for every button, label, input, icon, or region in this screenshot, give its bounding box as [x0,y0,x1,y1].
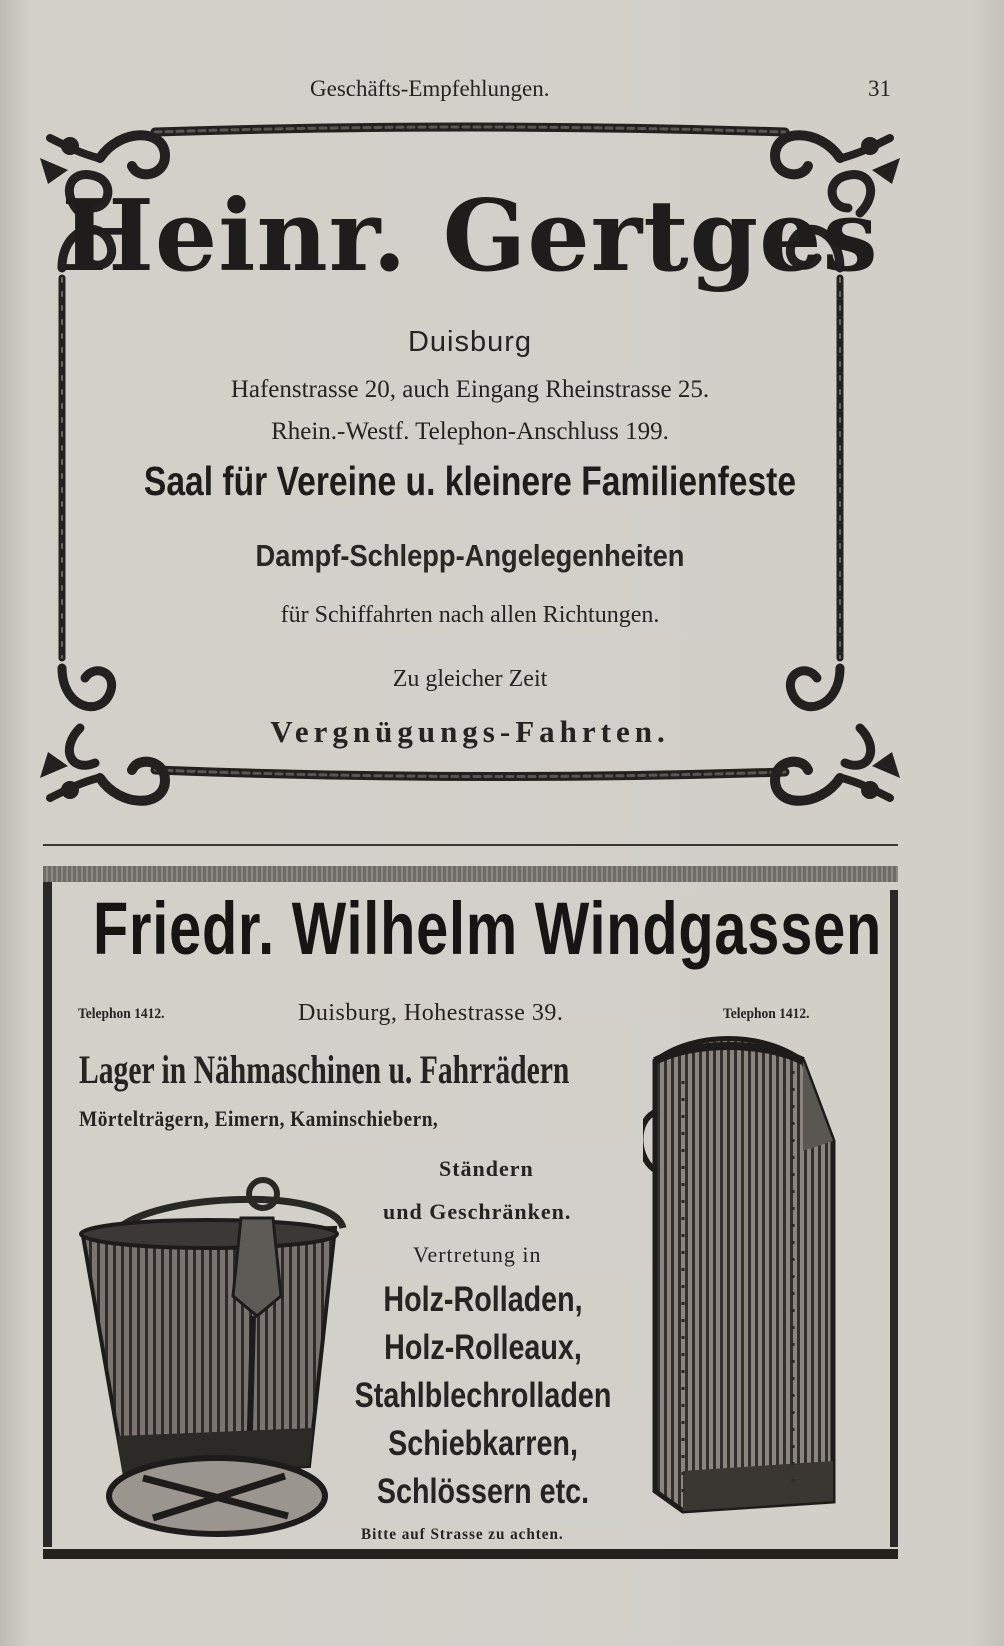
page-number: 31 [868,76,891,101]
agency-item: Holz-Rolleaux, [384,1328,582,1367]
windgassen-advertisement [43,866,898,1575]
service-detail: für Schiffahrten nach allen Richtungen. [280,602,660,628]
right-border [890,890,898,1547]
address: Duisburg, Hohestrasse 39. [298,1000,564,1026]
footer-note: Bitte auf Strasse zu achten. [361,1526,564,1543]
note-same-time: Zu gleicher Zeit [392,666,548,692]
gertges-advertisement [40,118,900,838]
divider-rule [43,844,898,846]
headline-stock: Lager in Nähmaschinen u. Fahrrädern [79,1047,570,1092]
agency-item: Holz-Rolladen, [383,1280,583,1319]
agency-item: Stahlblechrolladen [354,1376,612,1415]
company-name-gertges: Heinr. Gertges [61,179,879,294]
address: Hafenstrasse 20, auch Eingang Rheinstrasse 25. [230,376,710,403]
products-stands: Ständern [439,1156,534,1181]
pleasure-trips: Vergnügungs-Fahrten. [270,714,670,749]
agency-label: Vertretung in [413,1242,542,1267]
agency-item: Schlössern etc. [376,1472,590,1511]
service-steam-towing: Dampf-Schlepp-Angelegenheiten [255,538,685,573]
company-name-windgassen: Friedr. Wilhelm Windgassen [93,887,882,970]
top-border [43,866,898,882]
agency-item: Schiebkarren, [388,1424,578,1463]
telephone-right: Telephon 1412. [723,1006,810,1022]
products-cabinets: und Geschränken. [383,1199,572,1224]
bottom-border [43,1549,898,1559]
coal-scuttle-illustration [643,1001,853,1531]
bucket-illustration [73,1166,383,1546]
telephone: Rhein.-Westf. Telephon-Anschluss 199. [271,418,669,445]
left-border [43,882,52,1547]
headline-hall: Saal für Vereine u. kleinere Familienfeste [143,458,797,504]
city: Duisburg [407,326,533,358]
page-header [0,76,1004,106]
telephone-left: Telephon 1412. [78,1006,165,1022]
running-title: Geschäfts-Empfehlungen. [310,76,550,101]
products-line: Mörtelträgern, Eimern, Kaminschiebern, [79,1106,439,1131]
